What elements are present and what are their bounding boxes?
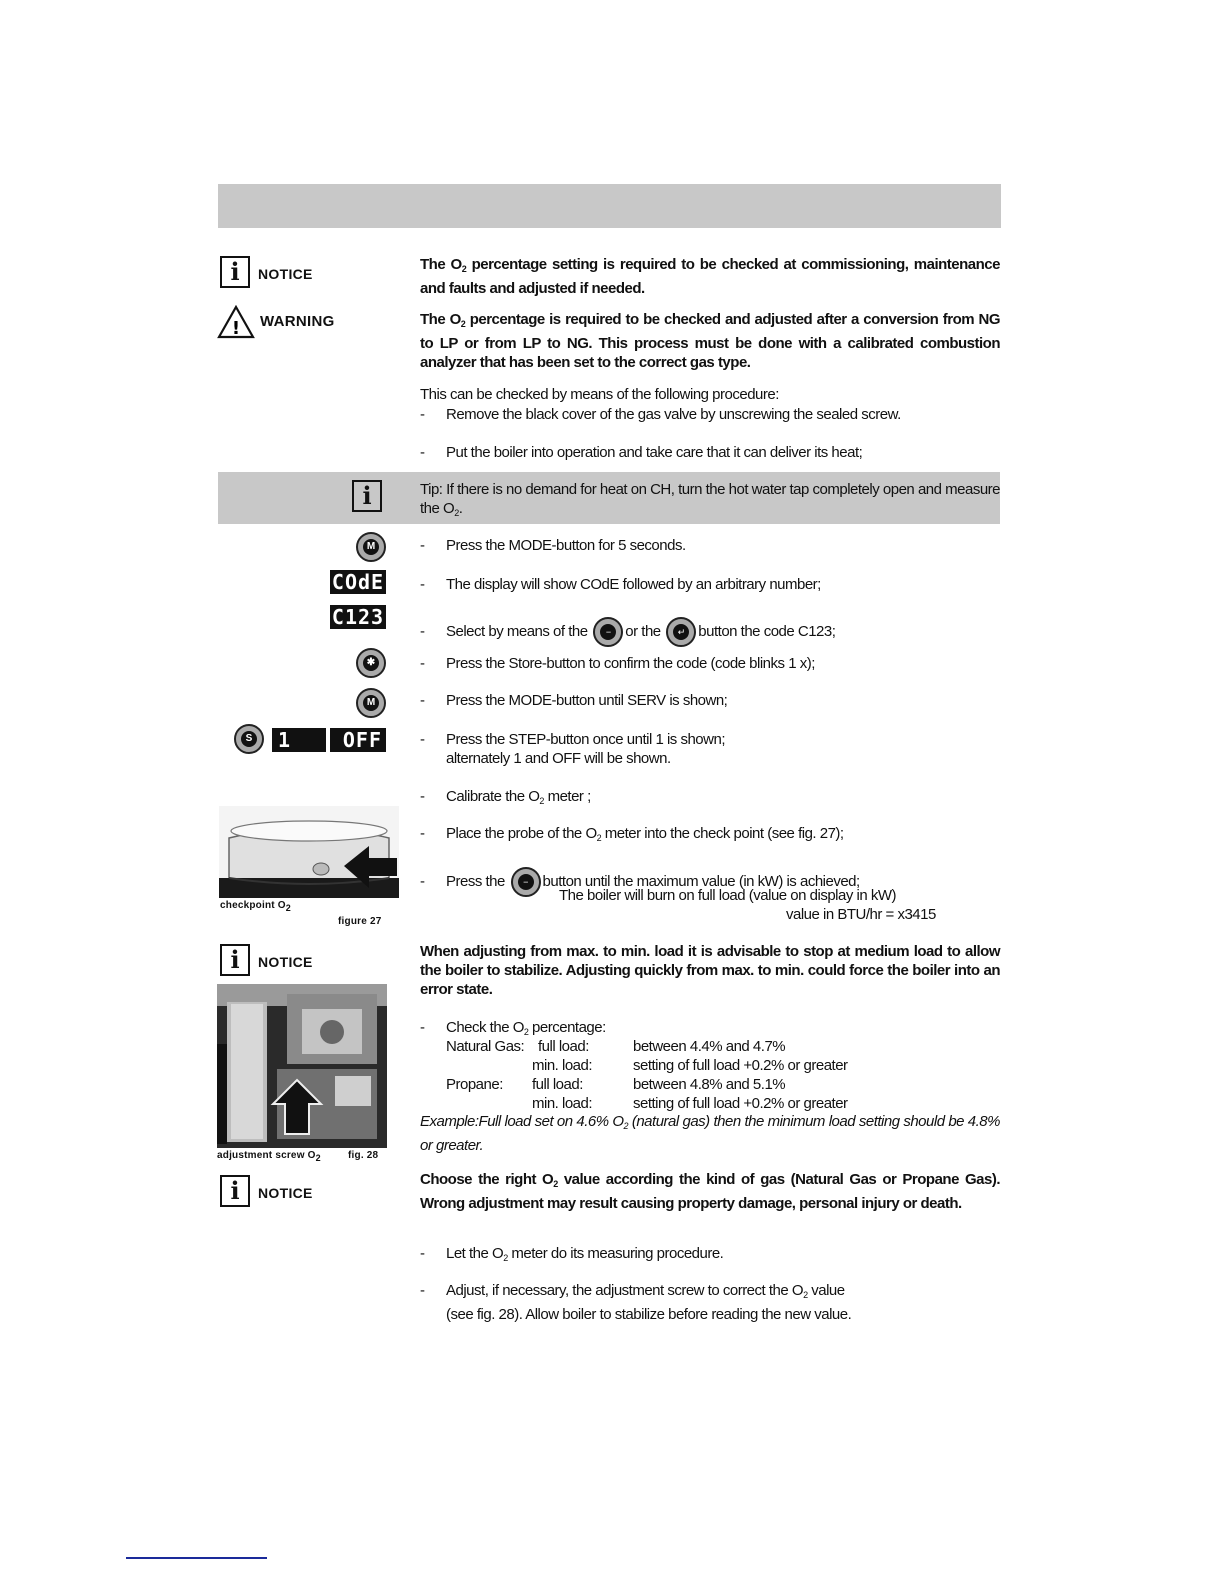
notice-label: NOTICE <box>258 1185 313 1201</box>
step-calibrate: - Calibrate the $O_2$ meter ; <box>420 788 591 806</box>
step-check-o2: - Check the $O_2$ percentage: <box>420 1019 606 1037</box>
step-display-code: - The display will show COdE followed by an arbitrary number; <box>420 576 821 593</box>
display-off-icon: OFF <box>330 728 386 752</box>
mode-button-icon: M <box>356 532 386 562</box>
mode-button-icon: M <box>356 688 386 718</box>
section-header-bar <box>218 184 1001 228</box>
step-mode-5s: - Press the MODE-button for 5 seconds. <box>420 537 686 554</box>
full-load-label: full load: <box>532 1076 583 1093</box>
procedure-intro: This can be checked by means of the following procedure: <box>420 386 779 403</box>
figure-27-caption-checkpoint: checkpoint $O_2$ <box>220 900 291 913</box>
notice-commissioning-text: The $O_2$ percentage setting is required to be checked at commissioning, maintenance and faults and adjusted if needed. <box>420 256 1000 297</box>
notice-label: NOTICE <box>258 954 313 970</box>
info-icon: i <box>352 480 382 512</box>
step-select-code: - Select by means of the − or the ↵ button the code C123; <box>420 617 835 647</box>
footer-link-underline <box>126 1557 267 1559</box>
tip-text: Tip: If there is no demand for heat on CH, turn the hot water tap completely open and measure the $O_2$. <box>420 481 1000 518</box>
store-button-icon: ✱ <box>356 648 386 678</box>
min-load-label: min. load: <box>532 1057 593 1074</box>
svg-text:!: ! <box>231 318 241 339</box>
figure-28-caption-screw: adjustment screw $O_2$ <box>217 1150 321 1163</box>
display-one-icon: 1 <box>272 728 326 752</box>
info-icon: i <box>220 256 250 288</box>
step-store: - Press the Store-button to confirm the code (code blinks 1 x); <box>420 655 815 672</box>
propane-label: Propane: <box>446 1076 503 1093</box>
ng-min-value: setting of full load +0.2% or greater <box>633 1057 848 1074</box>
notice-label: NOTICE <box>258 266 313 282</box>
plus-button-icon: − <box>511 867 541 897</box>
step-press-max-line3: value in BTU/hr = x3415 <box>786 906 936 923</box>
example-text: Example:Full load set on 4.6% $O_2$ (natural gas) then the minimum load setting should be 4.8% or greater. <box>420 1113 1000 1154</box>
step-button-icon: S <box>234 724 264 754</box>
ng-label: Natural Gas: <box>446 1038 525 1055</box>
step-probe: - Place the probe of the $O_2$ meter into the check point (see fig. 27); <box>420 825 844 843</box>
warning-icon <box>217 305 255 339</box>
step-step-button: - Press the STEP-button once until 1 is shown; alternately 1 and OFF will be shown. <box>420 731 725 767</box>
figure-27-checkpoint-photo <box>219 806 399 898</box>
notice-gas-kind-text: Choose the right $O_2$ value according the kind of gas (Natural Gas or Propane Gas). Wrong adjustment may result causing property damage, personal injury or death. <box>420 1171 1001 1212</box>
full-load-label: full load: <box>538 1038 589 1055</box>
step-press-max-line2: The boiler will burn on full load (value on display in kW) <box>559 887 897 904</box>
warning-conversion-text: The $O_2$ percentage is required to be checked and adjusted after a conversion from NG to LP or from LP to NG. This process must be done with a calibrated combustion analyzer that has been set to the correct gas type. <box>420 311 1000 371</box>
step-measure: - Let the $O_2$ meter do its measuring procedure. <box>420 1245 724 1263</box>
warning-label: WARNING <box>260 313 335 330</box>
step-operation: - Put the boiler into operation and take care that it can deliver its heat; <box>420 444 863 461</box>
figure-28-adjustment-photo <box>217 984 387 1148</box>
step-remove-cover: - Remove the black cover of the gas valve by unscrewing the sealed screw. <box>420 406 901 423</box>
notice-stabilize-text: When adjusting from max. to min. load it is advisable to stop at medium load to allow the boiler to stabilize. Adjusting quickly from max. to min. could force the boiler into an error state. <box>420 943 1000 998</box>
info-icon: i <box>220 1175 250 1207</box>
display-c123-icon: C123 <box>331 605 385 629</box>
figure-28-label: fig. 28 <box>348 1150 379 1161</box>
step-mode-serv: - Press the MODE-button until SERV is shown; <box>420 692 728 709</box>
enter-button-icon: ↵ <box>666 617 696 647</box>
lp-min-value: setting of full load +0.2% or greater <box>633 1095 848 1112</box>
min-load-label: min. load: <box>532 1095 593 1112</box>
step-adjust: - Adjust, if necessary, the adjustment screw to correct the $O_2$ value (see fig. 28). Allow boiler to stabilize before reading the new value. <box>420 1282 852 1323</box>
display-code-icon: COdE <box>331 570 385 594</box>
lp-full-value: between 4.8% and 5.1% <box>633 1076 786 1093</box>
ng-full-value: between 4.4% and 4.7% <box>633 1038 786 1055</box>
minus-button-icon: − <box>593 617 623 647</box>
figure-27-label: figure 27 <box>338 916 382 927</box>
step-press-max: - Press the − button until the maximum value (in kW) is achieved; <box>420 867 860 897</box>
info-icon: i <box>220 944 250 976</box>
